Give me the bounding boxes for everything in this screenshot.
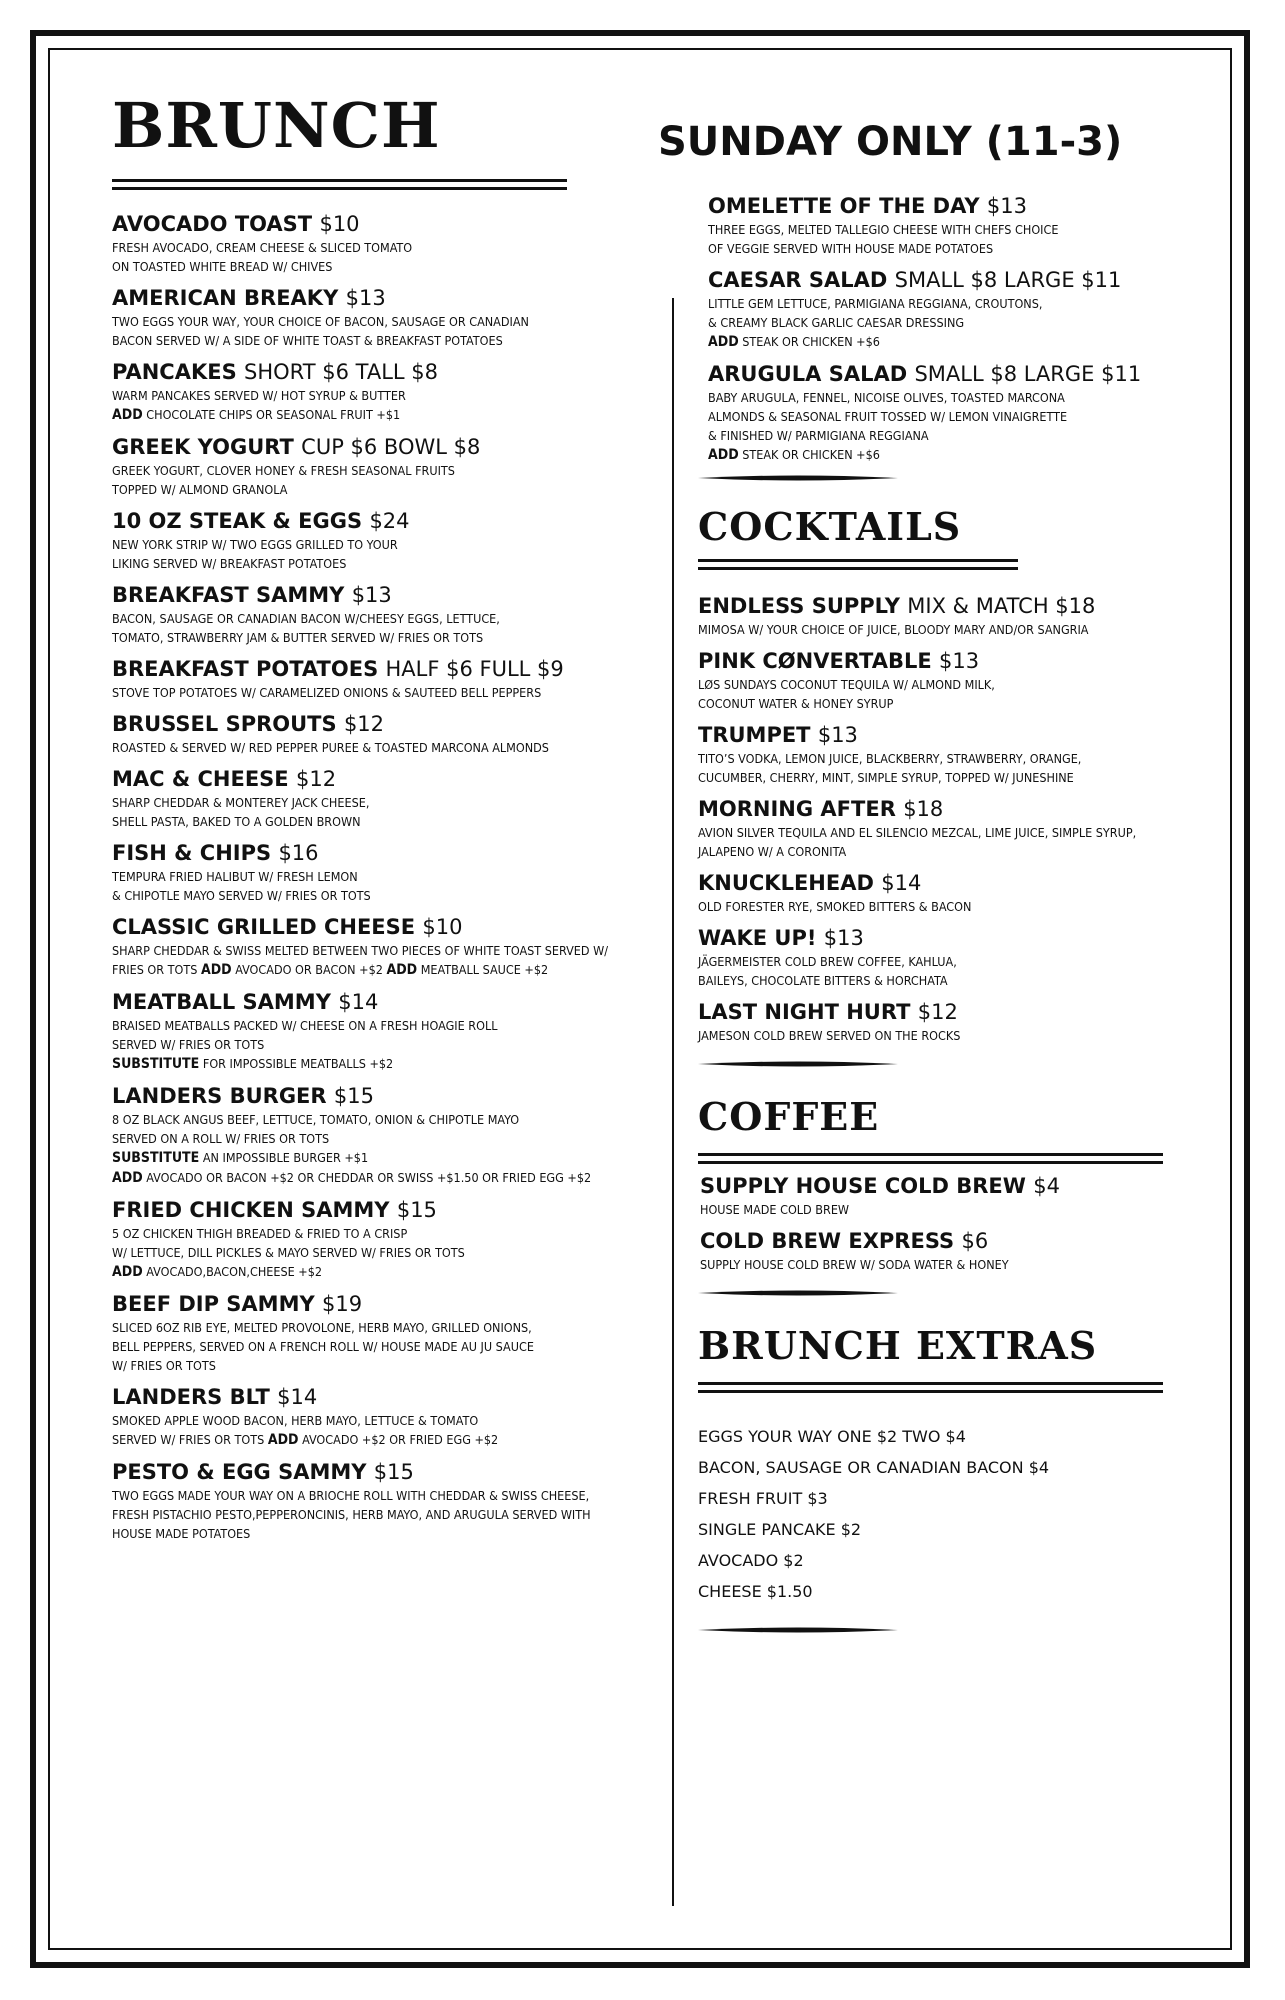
item-description: W/ FRIES OR TOTS <box>112 1358 216 1373</box>
item-addon <box>708 445 1238 465</box>
item-price: CUP $6 BOWL $8 <box>301 435 481 459</box>
item-description: W/ LETTUCE, DILL PICKLES & MAYO SERVED W/ FRIES OR TOTS <box>112 1245 465 1260</box>
item-name <box>698 592 1238 620</box>
add-label: ADD <box>708 447 739 463</box>
item-description: CUCUMBER, CHERRY, MINT, SIMPLE SYRUP, TOPPED W/ JUNESHINE <box>698 770 1074 785</box>
extras-rule <box>698 1382 1163 1393</box>
item-price: $12 <box>295 767 337 791</box>
item-name <box>698 924 1238 952</box>
item-description: ALMONDS & SEASONAL FRUIT TOSSED W/ LEMON VINAIGRETTE <box>708 409 1068 424</box>
item-price: $13 <box>823 926 864 950</box>
menu-item <box>112 765 657 831</box>
menu-item <box>112 507 657 573</box>
menu-item <box>708 192 1238 258</box>
cocktail-items <box>698 592 1238 1045</box>
item-description: THREE EGGS, MELTED TALLEGIO CHEESE WITH CHEFS CHOICE <box>708 222 1059 237</box>
menu-item <box>112 284 657 350</box>
item-description: FRESH PISTACHIO PESTO,PEPPERONCINIS, HERB MAYO, AND ARUGULA SERVED WITH <box>112 1507 591 1522</box>
item-price: $24 <box>369 509 410 533</box>
item-title: MAC & CHEESE <box>112 767 289 791</box>
item-addon <box>112 1168 657 1188</box>
item-description: MIMOSA W/ YOUR CHOICE OF JUICE, BLOODY MARY AND/OR SANGRIA <box>698 622 1089 637</box>
right-column <box>698 110 1238 1635</box>
item-name <box>708 266 1238 294</box>
item-description: NEW YORK STRIP W/ TWO EGGS GRILLED TO YOUR <box>112 537 398 552</box>
menu-item <box>112 839 657 905</box>
extras-list <box>698 1421 1238 1607</box>
menu-item <box>698 795 1238 861</box>
item-title: MEATBALL SAMMY <box>112 990 331 1014</box>
item-title: 10 OZ STEAK & EGGS <box>112 509 363 533</box>
item-name <box>112 1458 657 1486</box>
item-description: BABY ARUGULA, FENNEL, NICOISE OLIVES, TOASTED MARCONA <box>708 390 1065 405</box>
menu-item <box>112 1290 657 1375</box>
item-name <box>112 210 657 238</box>
add-text: STEAK OR CHICKEN +$6 <box>742 334 880 349</box>
desc-text: AVOCADO OR BACON +$2 <box>231 962 387 977</box>
item-name <box>698 869 1238 897</box>
ornament-divider <box>698 473 898 483</box>
item-description: BELL PEPPERS, SERVED ON A FRENCH ROLL W/ HOUSE MADE AU JU SAUCE <box>112 1339 534 1354</box>
add-label: ADD <box>386 962 418 978</box>
menu-item <box>708 360 1238 465</box>
item-title: FISH & CHIPS <box>112 841 272 865</box>
item-description: STOVE TOP POTATOES W/ CARAMELIZED ONIONS & SAUTEED BELL PEPPERS <box>112 685 542 700</box>
extra-item: FRESH FRUIT $3 <box>698 1489 828 1508</box>
item-price: SHORT $6 TALL $8 <box>244 360 438 384</box>
item-description: SHELL PASTA, BAKED TO A GOLDEN BROWN <box>112 814 361 829</box>
item-description: TOPPED W/ ALMOND GRANOLA <box>112 482 288 497</box>
item-name <box>112 433 657 461</box>
menu-item <box>112 581 657 647</box>
item-description: TWO EGGS YOUR WAY, YOUR CHOICE OF BACON, SAUSAGE OR CANADIAN <box>112 314 529 329</box>
item-description: BACON, SAUSAGE OR CANADIAN BACON W/CHEESY EGGS, LETTUCE, <box>112 611 500 626</box>
item-price: $13 <box>351 583 392 607</box>
extra-item: AVOCADO $2 <box>698 1551 804 1570</box>
item-name <box>112 581 657 609</box>
item-price: $13 <box>345 286 386 310</box>
column-divider <box>672 298 674 1906</box>
item-title: SUPPLY HOUSE COLD BREW <box>700 1174 1026 1198</box>
menu-item <box>700 1172 1238 1219</box>
item-title: LANDERS BLT <box>112 1385 270 1409</box>
item-price: $15 <box>396 1198 437 1222</box>
item-title: BEEF DIP SAMMY <box>112 1292 315 1316</box>
ornament-divider <box>698 1288 898 1298</box>
title-rule <box>112 179 567 190</box>
desc-text: AVOCADO +$2 OR FRIED EGG +$2 <box>298 1432 499 1447</box>
item-name <box>698 795 1238 823</box>
extra-item: CHEESE $1.50 <box>698 1582 813 1601</box>
item-description: LITTLE GEM LETTUCE, PARMIGIANA REGGIANA, CROUTONS, <box>708 296 1043 311</box>
item-price: $6 <box>961 1229 989 1253</box>
item-name <box>112 1290 657 1318</box>
item-name <box>112 358 657 386</box>
item-title: GREEK YOGURT <box>112 435 294 459</box>
item-price: $15 <box>333 1084 374 1108</box>
item-name <box>700 1227 1238 1255</box>
item-name <box>700 1172 1238 1200</box>
coffee-rule <box>698 1153 1163 1164</box>
add-label: ADD <box>267 1432 299 1448</box>
item-title: PINK CØNVERTABLE <box>698 649 932 673</box>
ornament-divider <box>698 1059 898 1069</box>
item-title: LAST NIGHT HURT <box>698 1000 911 1024</box>
item-price: SMALL $8 LARGE $11 <box>914 362 1142 386</box>
item-title: ARUGULA SALAD <box>708 362 908 386</box>
item-price: $12 <box>917 1000 958 1024</box>
item-name <box>708 192 1238 220</box>
menu-item <box>112 655 657 702</box>
add-text: CHOCOLATE CHIPS OR SEASONAL FRUIT +$1 <box>146 407 401 422</box>
item-description: GREEK YOGURT, CLOVER HONEY & FRESH SEASONAL FRUITS <box>112 463 455 478</box>
item-price: $16 <box>278 841 319 865</box>
item-description: TITO’S VODKA, LEMON JUICE, BLACKBERRY, STRAWBERRY, ORANGE, <box>698 751 1082 766</box>
menu-item <box>698 592 1238 639</box>
add-label: SUBSTITUTE <box>112 1056 200 1072</box>
menu-item <box>698 924 1238 990</box>
add-label: ADD <box>112 1170 143 1186</box>
menu-item <box>708 266 1238 352</box>
cocktails-rule <box>698 559 1018 570</box>
item-description: HOUSE MADE COLD BREW <box>700 1202 850 1217</box>
item-description: SHARP CHEDDAR & SWISS MELTED BETWEEN TWO PIECES OF WHITE TOAST SERVED W/ <box>112 943 609 958</box>
menu-item <box>698 869 1238 916</box>
item-description: WARM PANCAKES SERVED W/ HOT SYRUP & BUTTER <box>112 388 406 403</box>
item-price: $14 <box>277 1385 318 1409</box>
item-name <box>112 507 657 535</box>
item-description: JÄGERMEISTER COLD BREW COFFEE, KAHLUA, <box>698 954 957 969</box>
add-text: AVOCADO,BACON,CHEESE +$2 <box>146 1264 323 1279</box>
left-column <box>112 89 657 1551</box>
item-price: $13 <box>817 723 858 747</box>
item-description: OLD FORESTER RYE, SMOKED BITTERS & BACON <box>698 899 972 914</box>
item-title: CAESAR SALAD <box>708 268 888 292</box>
item-addon <box>112 405 657 425</box>
item-title: OMELETTE OF THE DAY <box>708 194 980 218</box>
item-description: HOUSE MADE POTATOES <box>112 1526 251 1541</box>
item-addon <box>708 332 1238 352</box>
item-price: $13 <box>939 649 980 673</box>
menu-item <box>112 1196 657 1282</box>
item-title: BREAKFAST POTATOES <box>112 657 379 681</box>
item-name <box>112 839 657 867</box>
coffee-items <box>700 1172 1238 1274</box>
extra-item: BACON, SAUSAGE OR CANADIAN BACON $4 <box>698 1458 1050 1477</box>
item-price: $13 <box>986 194 1027 218</box>
item-description: TEMPURA FRIED HALIBUT W/ FRESH LEMON <box>112 869 358 884</box>
item-name <box>112 765 657 793</box>
item-price: $15 <box>373 1460 414 1484</box>
item-name <box>112 988 657 1016</box>
add-label: ADD <box>200 962 232 978</box>
item-title: CLASSIC GRILLED CHEESE <box>112 915 416 939</box>
item-description: 5 OZ CHICKEN THIGH BREADED & FRIED TO A CRISP <box>112 1226 408 1241</box>
menu-item <box>112 210 657 276</box>
item-price: $14 <box>338 990 379 1014</box>
item-description: BRAISED MEATBALLS PACKED W/ CHEESE ON A FRESH HOAGIE ROLL <box>112 1018 498 1033</box>
item-addon <box>112 1262 657 1282</box>
item-price: $19 <box>322 1292 363 1316</box>
desc-text: MEATBALL SAUCE +$2 <box>417 962 549 977</box>
item-description: & FINISHED W/ PARMIGIANA REGGIANA <box>708 428 929 443</box>
item-price: SMALL $8 LARGE $11 <box>894 268 1122 292</box>
ornament-divider <box>698 1625 898 1635</box>
item-description: ROASTED & SERVED W/ RED PEPPER PUREE & TOASTED MARCONA ALMONDS <box>112 740 549 755</box>
item-name <box>708 360 1238 388</box>
extras-title: BRUNCH EXTRAS <box>698 1323 1098 1368</box>
item-price: MIX & MATCH $18 <box>907 594 1096 618</box>
item-description: TOMATO, STRAWBERRY JAM & BUTTER SERVED W/ FRIES OR TOTS <box>112 630 484 645</box>
item-description <box>112 1430 657 1450</box>
brunch-items <box>112 210 657 1543</box>
item-title: KNUCKLEHEAD <box>698 871 874 895</box>
item-name <box>698 998 1238 1026</box>
item-name <box>698 647 1238 675</box>
item-description: ON TOASTED WHITE BREAD W/ CHIVES <box>112 259 333 274</box>
item-name <box>112 1383 657 1411</box>
add-label: SUBSTITUTE <box>112 1150 200 1166</box>
item-description: JAMESON COLD BREW SERVED ON THE ROCKS <box>698 1028 961 1043</box>
item-name <box>698 721 1238 749</box>
item-addon <box>112 1148 657 1168</box>
desc-text: SERVED W/ FRIES OR TOTS <box>112 1432 268 1447</box>
item-description: SLICED 6OZ RIB EYE, MELTED PROVOLONE, HERB MAYO, GRILLED ONIONS, <box>112 1320 532 1335</box>
item-name <box>112 655 657 683</box>
item-title: COLD BREW EXPRESS <box>700 1229 955 1253</box>
item-addon <box>112 1054 657 1074</box>
add-label: ADD <box>112 407 143 423</box>
menu-item <box>698 721 1238 787</box>
item-title: AVOCADO TOAST <box>112 212 313 236</box>
item-description: OF VEGGIE SERVED WITH HOUSE MADE POTATOES <box>708 241 994 256</box>
item-name <box>112 1196 657 1224</box>
item-description: SERVED ON A ROLL W/ FRIES OR TOTS <box>112 1131 330 1146</box>
item-title: TRUMPET <box>698 723 811 747</box>
add-label: ADD <box>112 1264 143 1280</box>
menu-item <box>112 358 657 425</box>
item-title: PANCAKES <box>112 360 237 384</box>
menu-item <box>112 433 657 499</box>
item-description: FRESH AVOCADO, CREAM CHEESE & SLICED TOMATO <box>112 240 413 255</box>
item-price: HALF $6 FULL $9 <box>385 657 564 681</box>
add-text: FOR IMPOSSIBLE MEATBALLS +$2 <box>202 1056 394 1071</box>
item-price: $14 <box>881 871 922 895</box>
item-description: SHARP CHEDDAR & MONTEREY JACK CHEESE, <box>112 795 370 810</box>
item-title: FRIED CHICKEN SAMMY <box>112 1198 390 1222</box>
item-description: LIKING SERVED W/ BREAKFAST POTATOES <box>112 556 347 571</box>
item-description: BACON SERVED W/ A SIDE OF WHITE TOAST & BREAKFAST POTATOES <box>112 333 503 348</box>
item-title: AMERICAN BREAKY <box>112 286 339 310</box>
item-price: $10 <box>422 915 463 939</box>
add-text: AVOCADO OR BACON +$2 OR CHEDDAR OR SWISS +$1.50 OR FRIED EGG +$2 <box>146 1170 592 1185</box>
desc-text: FRIES OR TOTS <box>112 962 201 977</box>
brunch-title: BRUNCH <box>112 89 441 162</box>
item-description: AVION SILVER TEQUILA AND EL SILENCIO MEZCAL, LIME JUICE, SIMPLE SYRUP, <box>698 825 1137 840</box>
item-description: LØS SUNDAYS COCONUT TEQUILA W/ ALMOND MILK, <box>698 677 995 692</box>
item-title: BRUSSEL SPROUTS <box>112 712 337 736</box>
menu-item <box>112 1082 657 1188</box>
menu-item <box>112 1458 657 1543</box>
menu-item <box>112 913 657 980</box>
item-price: $18 <box>903 797 944 821</box>
sunday-hours: SUNDAY ONLY (11-3) <box>658 119 1123 165</box>
brunch-right-items <box>708 192 1238 465</box>
extra-item: EGGS YOUR WAY ONE $2 TWO $4 <box>698 1427 966 1446</box>
item-description <box>112 960 657 980</box>
menu-item <box>698 998 1238 1045</box>
item-title: BREAKFAST SAMMY <box>112 583 345 607</box>
cocktails-title: COCKTAILS <box>698 504 962 549</box>
item-price: $10 <box>319 212 360 236</box>
menu-item <box>700 1227 1238 1274</box>
item-description: SERVED W/ FRIES OR TOTS <box>112 1037 265 1052</box>
item-title: WAKE UP! <box>698 926 817 950</box>
item-description: 8 OZ BLACK ANGUS BEEF, LETTUCE, TOMATO, ONION & CHIPOTLE MAYO <box>112 1112 520 1127</box>
item-title: MORNING AFTER <box>698 797 896 821</box>
item-title: ENDLESS SUPPLY <box>698 594 900 618</box>
coffee-title: COFFEE <box>698 1094 880 1139</box>
extra-item: SINGLE PANCAKE $2 <box>698 1520 862 1539</box>
menu-item <box>112 710 657 757</box>
item-name <box>112 284 657 312</box>
item-price: $12 <box>343 712 385 736</box>
item-description: COCONUT WATER & HONEY SYRUP <box>698 696 894 711</box>
item-description: BAILEYS, CHOCOLATE BITTERS & HORCHATA <box>698 973 948 988</box>
item-description: & CHIPOTLE MAYO SERVED W/ FRIES OR TOTS <box>112 888 371 903</box>
item-title: PESTO & EGG SAMMY <box>112 1460 367 1484</box>
item-description: & CREAMY BLACK GARLIC CAESAR DRESSING <box>708 315 965 330</box>
item-description: TWO EGGS MADE YOUR WAY ON A BRIOCHE ROLL WITH CHEDDAR & SWISS CHEESE, <box>112 1488 590 1503</box>
item-name <box>112 710 657 738</box>
add-text: AN IMPOSSIBLE BURGER +$1 <box>202 1150 369 1165</box>
menu-item <box>112 988 657 1074</box>
item-price: $4 <box>1033 1174 1060 1198</box>
add-text: STEAK OR CHICKEN +$6 <box>742 447 880 462</box>
item-description: JALAPENO W/ A CORONITA <box>698 844 847 859</box>
item-description: SMOKED APPLE WOOD BACON, HERB MAYO, LETTUCE & TOMATO <box>112 1413 479 1428</box>
item-description: SUPPLY HOUSE COLD BREW W/ SODA WATER & HONEY <box>700 1257 1009 1272</box>
menu-item <box>112 1383 657 1450</box>
add-label: ADD <box>708 334 739 350</box>
item-name <box>112 913 657 941</box>
item-title: LANDERS BURGER <box>112 1084 327 1108</box>
item-name <box>112 1082 657 1110</box>
menu-item <box>698 647 1238 713</box>
